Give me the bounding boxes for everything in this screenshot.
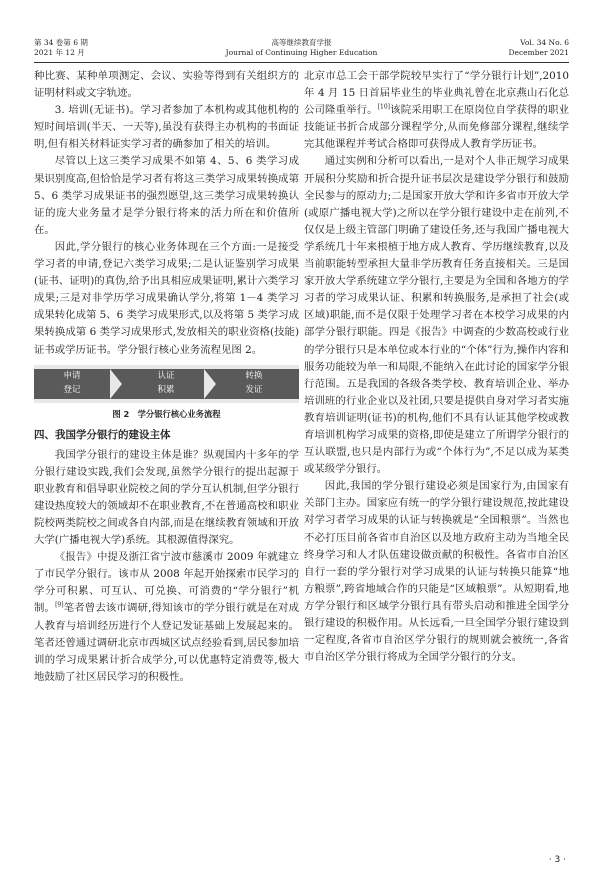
- paragraph: [34, 549, 299, 686]
- reference-mark: [10]: [377, 103, 391, 111]
- paragraph: 3. 培训(无证书)。学习者参加了本机构或其他机构的短时间培训(半天、一天等),虽没有获得主办机构的书面证明,但有相关材料证实学习者的确参加了相关的培训。: [34, 104, 299, 151]
- volume-en: Vol. 34 No. 6: [520, 38, 569, 47]
- paragraph: 因此,学分银行的核心业务体现在三个方面:一是接受学习者的申请,登记六类学习成果;二是认证鉴别学习成果(证书、证明)的真伪,给予出具相应成果证明,累计六类学习成果;三是对非学历学习成果确认学分,将第 1－4 类学习成果转化成第 5、6 类学习成果形式,以及将第 5 类学习成果转换成第 6 类学习成果形式,发放相关的职业资格(技能)证书或学历证书。学分银行核心业务流程见图 2。: [34, 240, 299, 356]
- text-run: 笔者曾去该市调研,得知该市的学分银行就是在对成人教育与培训经历进行个人登记发证基础上发展起来的。笔者还曾通过调研北京市西城区试点经验看到,居民参加培训的学习成果累计折合成学分,可以优惠特定消费等,极大地鼓励了社区居民学习的积极性。: [34, 602, 299, 683]
- right-column: [304, 68, 569, 666]
- flow-arrow: [110, 369, 122, 399]
- flow-step-apply: [36, 369, 108, 399]
- header-center: [34, 38, 569, 57]
- figure-caption: 图 2 学分银行核心业务流程: [112, 408, 221, 419]
- text-run: 北京市总工会干部学院较早实行了“学分银行计划”,2010 年 4 月 15 日首届毕业生的毕业典礼曾在北京燕山石化总公司隆重举行。: [304, 70, 569, 117]
- flow-step-certify: [130, 369, 202, 399]
- paragraph: 尽管以上这三类学习成果不如第 4、5、6 类学习成果识别度高,但恰恰是学习者有将这三类学习成果转换成第 5、6 类学习成果证书的强烈愿望,这三类学习成果转换认证的庞大业务量才是学分银行将来的活力所在和价值所在。: [34, 155, 299, 236]
- date-cn: 2021 年 12 月: [34, 47, 85, 57]
- header-rule: [34, 62, 569, 63]
- paragraph: 因此,我国的学分银行建设必须是国家行为,由国家有关部门主办。国家应有统一的学分银行建设规范,按此建设对学习者学习成果的认证与转换就是“全国粮票”。当然也不必打压目前各省市自治区以及地方政府主动为当地全民终身学习和人才队伍建设做贡献的积极性。各省市自治区自行一套的学分银行对学习成果的认证与转换只能算“地方粮票”,跨省地域合作的只能是“区域粮票”。从短期看,地方学分银行和区域学分银行具有带头启动和推进全国学分银行建设的积极作用。从长远看,一旦全国学分银行建设到一定程度,各省市自治区学分银行的规则就会被统一,各省市自治区学分银行将成为全国学分银行的分支。: [304, 480, 569, 664]
- left-column: [34, 68, 299, 686]
- paragraph: 通过实例和分析可以看出,一是对个人非正规学习成果开展积分奖励和折合提升证书层次是建设学分银行和鼓励全民参与的原动力;二是国家开放大学和许多省市开放大学(或原广播电视大学)之所以在学分银行建设中走在前列,不仅仅是上级主管部门明确了建设任务,还与我国广播电视大学系统几十年来根植于地方成人教育、学历继续教育,以及当前职能转型承担大量非学历教育任务直接相关。三是国家开放大学系统建立学分银行,主要是为全国和各地方的学习者的学习成果认证、积累和转换服务,是承担了社会(或区域)职能,而不是仅限于处理学习者在本校学习成果的内部学分银行职能。四是《报告》中调查的少数高校或行业的学分银行只是本单位或本行业的“个体”行为,操作内容和服务功能较为单一和局限,不能纳入在此讨论的国家学分银行范围。五是我国的各级各类学校、教育培训企业、举办培训班的行业企业以及社团,只要是提供自身对学习者实施教育培训证明(证书)的机构,他们不具有认证其他学校或教育培训机构学习成果的资格,即使是建立了所谓学分银行的互认联盟,也只是内部行为或“个体行为”,不足以成为某类或某级学分银行。: [304, 155, 569, 476]
- journal-title-en: Journal of Continuing Higher Education: [225, 47, 378, 57]
- section-heading: 四、我国学分银行的建设主体: [34, 428, 171, 441]
- flow-step-top: 转换: [245, 370, 263, 381]
- volume-cn: 第 34 卷第 6 期: [34, 38, 88, 47]
- paragraph: [304, 68, 569, 153]
- flow-arrow: [204, 369, 216, 399]
- paragraph: 我国学分银行的建设主体是谁？纵观国内十多年的学分银行建设实践,我们会发现,虽然学分银行的提出起源于职业教育和倡导职业院校之间的学分互认机制,但学分银行建设热度较大的领域却不在职业教育,不在普通高校和职业院校两类院校之间或各自内部,而是在继续教育领域和开放大学(广播电视大学)系统。其根源值得深究。: [34, 448, 299, 547]
- flow-step-bottom: 发证: [245, 384, 263, 395]
- flow-step-top: 申请: [63, 370, 81, 381]
- paragraph: 种比赛、某种单项测定、会议、实验等得到有关组织方的证明材料或文字轨迹。: [34, 70, 299, 100]
- business-flow-figure: [34, 365, 299, 403]
- date-en: December 2021: [508, 47, 569, 57]
- flow-step-convert: [218, 369, 290, 399]
- text-run: 《报告》中提及浙江省宁波市慈溪市 2009 年就建立了市民学分银行。该市从 2008 年起开始探索市民学习的学分可积累、可互认、可兑换、可消费的“学分银行”机制。: [34, 551, 299, 615]
- flow-step-bottom: 积累: [157, 384, 175, 395]
- reference-mark: [9]: [55, 601, 64, 609]
- page-number: · 3 ·: [548, 855, 566, 865]
- flow-step-top: 认证: [157, 370, 175, 381]
- running-header: [34, 38, 569, 64]
- flow-step-bottom: 登记: [63, 384, 81, 395]
- header-right: [509, 38, 570, 57]
- journal-title-cn: 高等继续教育学报: [271, 38, 332, 47]
- text-run: 该院采用职工在原岗位自学获得的职业技能证书折合成部分课程学分,从而免修部分课程,继续学完其他课程并考试合格即可获得成人教育学历证书。: [304, 104, 570, 151]
